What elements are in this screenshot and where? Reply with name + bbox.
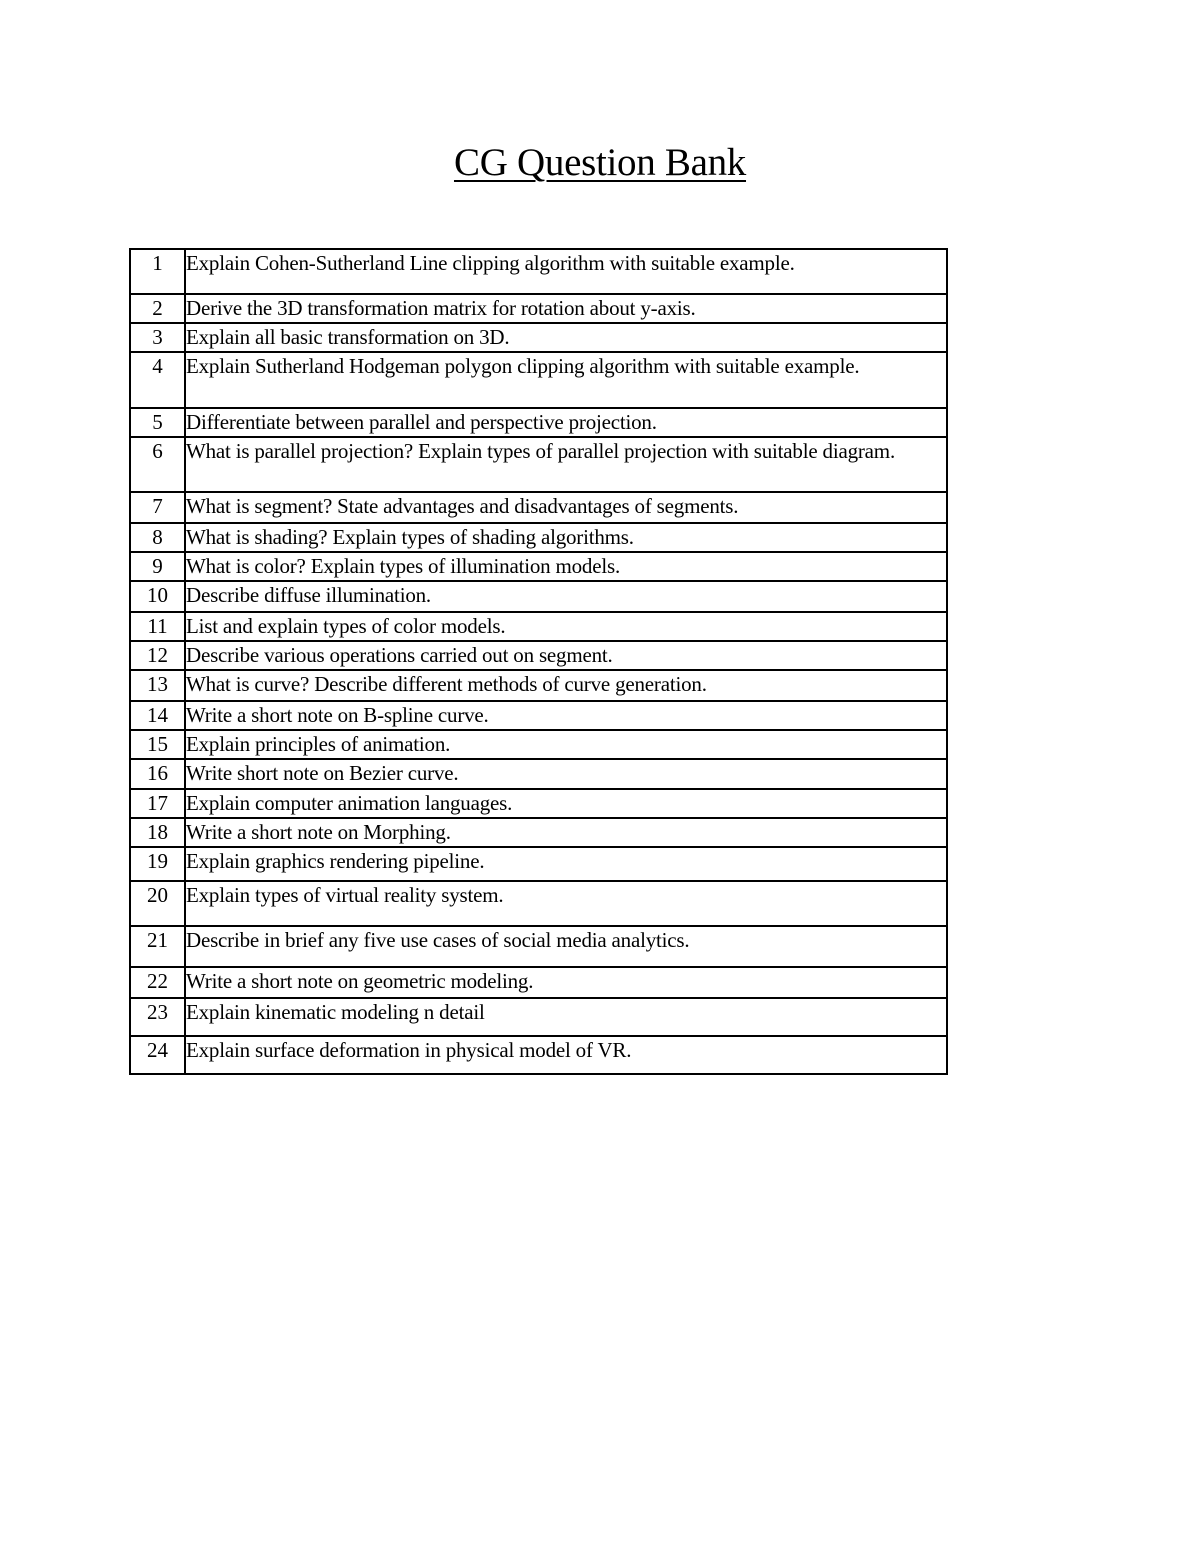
question-number: 2 (130, 294, 185, 323)
table-row (130, 352, 947, 408)
page-title: CG Question Bank (453, 141, 747, 184)
table-row (130, 249, 947, 294)
question-text: Derive the 3D transformation matrix for rotation about y-axis. (185, 294, 947, 323)
table-row (130, 581, 947, 612)
question-number: 4 (130, 352, 185, 408)
question-number: 21 (130, 926, 185, 967)
question-text: Explain graphics rendering pipeline. (185, 847, 947, 881)
question-number: 22 (130, 967, 185, 998)
question-number: 6 (130, 437, 185, 492)
question-number: 1 (130, 249, 185, 294)
table-row (130, 641, 947, 670)
table-row (130, 294, 947, 323)
question-number: 7 (130, 492, 185, 523)
question-number: 23 (130, 998, 185, 1036)
question-text: Explain kinematic modeling n detail (185, 998, 947, 1036)
question-number: 18 (130, 818, 185, 847)
question-number: 12 (130, 641, 185, 670)
question-number: 10 (130, 581, 185, 612)
question-text: List and explain types of color models. (185, 612, 947, 641)
table-row (130, 492, 947, 523)
table-row (130, 926, 947, 967)
question-text: Explain Cohen-Sutherland Line clipping algorithm with suitable example. (185, 249, 947, 294)
table-row (130, 759, 947, 789)
question-text: Describe in brief any five use cases of social media analytics. (185, 926, 947, 967)
question-number: 20 (130, 881, 185, 926)
table-row (130, 789, 947, 818)
question-text: Write a short note on B-spline curve. (185, 701, 947, 730)
question-text: Describe diffuse illumination. (185, 581, 947, 612)
question-text: Write a short note on geometric modeling. (185, 967, 947, 998)
table-row (130, 437, 947, 492)
question-number: 5 (130, 408, 185, 437)
question-text: What is parallel projection? Explain types of parallel projection with suitable diagram. (185, 437, 947, 492)
question-text: What is segment? State advantages and disadvantages of segments. (185, 492, 947, 523)
question-number: 24 (130, 1036, 185, 1074)
table-row (130, 612, 947, 641)
question-text: Explain computer animation languages. (185, 789, 947, 818)
question-text: Differentiate between parallel and perspective projection. (185, 408, 947, 437)
question-text: Explain Sutherland Hodgeman polygon clipping algorithm with suitable example. (185, 352, 947, 408)
table-row (130, 967, 947, 998)
question-number: 11 (130, 612, 185, 641)
question-number: 14 (130, 701, 185, 730)
question-number: 15 (130, 730, 185, 759)
question-text: What is curve? Describe different methods of curve generation. (185, 670, 947, 701)
question-number: 19 (130, 847, 185, 881)
table-row (130, 847, 947, 881)
question-text: What is color? Explain types of illumination models. (185, 552, 947, 581)
question-table (129, 248, 948, 1075)
table-row (130, 323, 947, 352)
table-row (130, 730, 947, 759)
question-text: Describe various operations carried out on segment. (185, 641, 947, 670)
question-text: Explain types of virtual reality system. (185, 881, 947, 926)
table-row (130, 998, 947, 1036)
question-number: 9 (130, 552, 185, 581)
table-row (130, 552, 947, 581)
table-row (130, 523, 947, 552)
question-number: 8 (130, 523, 185, 552)
question-number: 3 (130, 323, 185, 352)
question-number: 13 (130, 670, 185, 701)
table-row (130, 701, 947, 730)
table-row (130, 881, 947, 926)
question-number: 16 (130, 759, 185, 789)
question-text: Explain principles of animation. (185, 730, 947, 759)
question-text: Explain surface deformation in physical model of VR. (185, 1036, 947, 1074)
table-row (130, 1036, 947, 1074)
question-number: 17 (130, 789, 185, 818)
question-text: What is shading? Explain types of shading algorithms. (185, 523, 947, 552)
question-text: Explain all basic transformation on 3D. (185, 323, 947, 352)
question-text: Write short note on Bezier curve. (185, 759, 947, 789)
question-text: Write a short note on Morphing. (185, 818, 947, 847)
table-row (130, 818, 947, 847)
table-row (130, 408, 947, 437)
table-row (130, 670, 947, 701)
